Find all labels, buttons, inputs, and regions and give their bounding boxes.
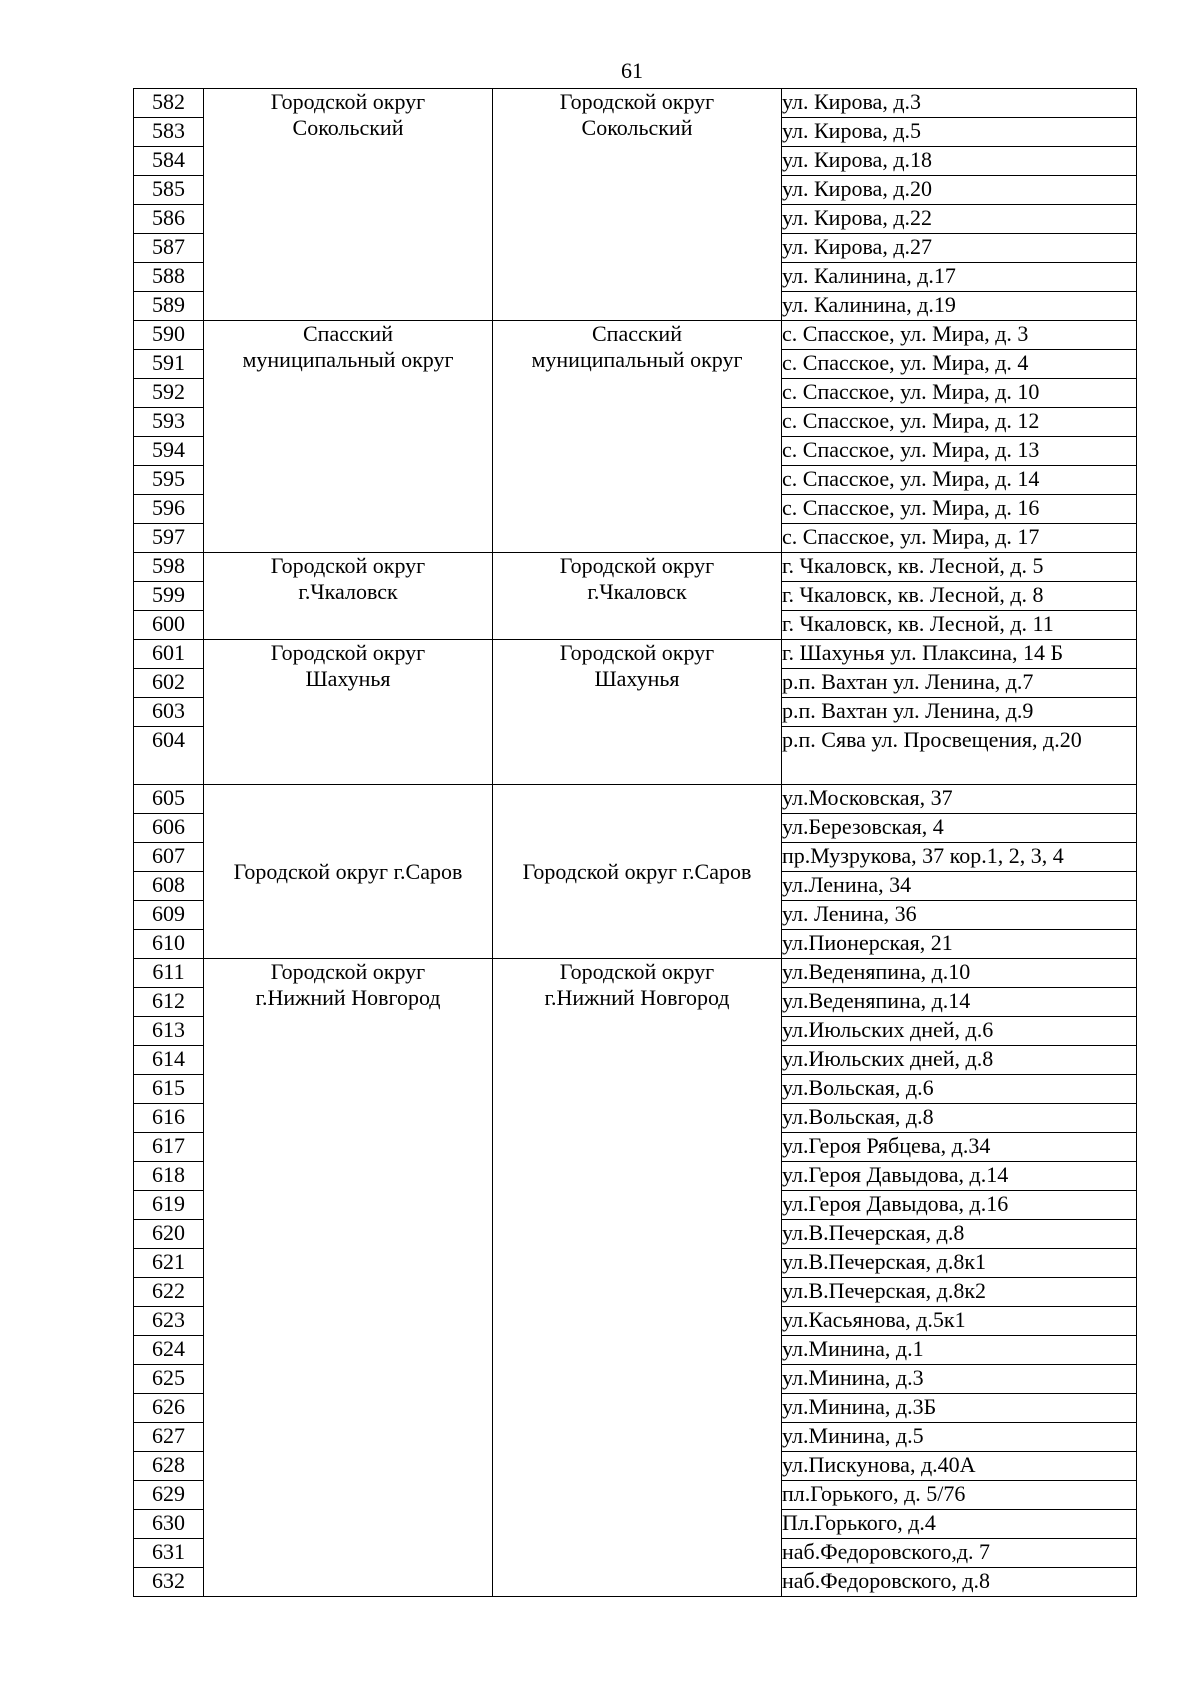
address-cell: г. Чкаловск, кв. Лесной, д. 8 xyxy=(782,582,1137,611)
district-cell xyxy=(204,959,493,1597)
district-cell xyxy=(204,89,493,321)
row-number: 590 xyxy=(134,321,204,350)
row-number: 604 xyxy=(134,727,204,785)
row-number: 591 xyxy=(134,350,204,379)
address-cell: ул.Минина, д.3Б xyxy=(782,1394,1137,1423)
row-number: 597 xyxy=(134,524,204,553)
address-cell: с. Спасское, ул. Мира, д. 14 xyxy=(782,466,1137,495)
row-number: 624 xyxy=(134,1336,204,1365)
row-number: 594 xyxy=(134,437,204,466)
row-number: 613 xyxy=(134,1017,204,1046)
address-cell: ул. Кирова, д.18 xyxy=(782,147,1137,176)
row-number: 600 xyxy=(134,611,204,640)
page-number: 61 xyxy=(621,58,643,83)
district-name-line: г.Чкаловск xyxy=(298,579,398,604)
address-cell: ул.Веденяпина, д.14 xyxy=(782,988,1137,1017)
address-cell: ул. Кирова, д.22 xyxy=(782,205,1137,234)
address-cell: с. Спасское, ул. Мира, д. 10 xyxy=(782,379,1137,408)
row-number: 620 xyxy=(134,1220,204,1249)
address-cell: ул. Ленина, 36 xyxy=(782,901,1137,930)
address-cell: ул. Кирова, д.20 xyxy=(782,176,1137,205)
address-table-body xyxy=(134,89,1137,1597)
row-number: 586 xyxy=(134,205,204,234)
municipality-name-line: Городской округ xyxy=(559,640,715,665)
row-number: 612 xyxy=(134,988,204,1017)
row-number: 595 xyxy=(134,466,204,495)
municipality-cell xyxy=(493,640,782,785)
address-cell: г. Шахунья ул. Плаксина, 14 Б xyxy=(782,640,1137,669)
row-number: 614 xyxy=(134,1046,204,1075)
district-name-line: муниципальный округ xyxy=(242,347,454,372)
municipality-cell xyxy=(493,553,782,640)
municipality-name-line: Сокольский xyxy=(581,115,693,140)
address-cell: ул. Кирова, д.27 xyxy=(782,234,1137,263)
address-cell: г. Чкаловск, кв. Лесной, д. 11 xyxy=(782,611,1137,640)
municipality-name-line: г.Нижний Новгород xyxy=(544,985,730,1010)
row-number: 599 xyxy=(134,582,204,611)
row-number: 608 xyxy=(134,872,204,901)
row-number: 609 xyxy=(134,901,204,930)
row-number: 587 xyxy=(134,234,204,263)
address-cell: р.п. Вахтан ул. Ленина, д.7 xyxy=(782,669,1137,698)
address-cell: ул.Минина, д.5 xyxy=(782,1423,1137,1452)
address-cell: наб.Федоровского, д.8 xyxy=(782,1568,1137,1597)
address-cell: ул.Июльских дней, д.8 xyxy=(782,1046,1137,1075)
address-cell: ул.Веденяпина, д.10 xyxy=(782,959,1137,988)
row-number: 601 xyxy=(134,640,204,669)
municipality-name-line: Городской округ xyxy=(559,89,715,114)
table-row xyxy=(134,89,1137,118)
row-number: 606 xyxy=(134,814,204,843)
address-cell: ул.В.Печерская, д.8 xyxy=(782,1220,1137,1249)
row-number: 619 xyxy=(134,1191,204,1220)
address-cell: ул.Московская, 37 xyxy=(782,785,1137,814)
municipality-cell xyxy=(493,321,782,553)
address-cell: р.п. Сява ул. Просвещения, д.20 xyxy=(782,727,1137,785)
district-name-line: Городской округ xyxy=(270,640,426,665)
address-cell: ул.Минина, д.1 xyxy=(782,1336,1137,1365)
municipality-cell xyxy=(493,959,782,1597)
municipality-cell xyxy=(493,785,782,959)
address-cell: ул. Калинина, д.17 xyxy=(782,263,1137,292)
row-number: 603 xyxy=(134,698,204,727)
address-cell: с. Спасское, ул. Мира, д. 16 xyxy=(782,495,1137,524)
municipality-name-line: Городской округ xyxy=(559,553,715,578)
row-number: 621 xyxy=(134,1249,204,1278)
row-number: 611 xyxy=(134,959,204,988)
address-cell: ул.Березовская, 4 xyxy=(782,814,1137,843)
row-number: 585 xyxy=(134,176,204,205)
address-cell: ул.Пискунова, д.40А xyxy=(782,1452,1137,1481)
district-cell xyxy=(204,553,493,640)
district-name-line: Городской округ xyxy=(270,89,426,114)
row-number: 592 xyxy=(134,379,204,408)
address-cell: ул. Кирова, д.5 xyxy=(782,118,1137,147)
row-number: 632 xyxy=(134,1568,204,1597)
row-number: 629 xyxy=(134,1481,204,1510)
address-cell: с. Спасское, ул. Мира, д. 12 xyxy=(782,408,1137,437)
address-cell: ул.Героя Рябцева, д.34 xyxy=(782,1133,1137,1162)
row-number: 584 xyxy=(134,147,204,176)
municipality-name-line: Городской округ г.Саров xyxy=(522,858,752,884)
address-cell: наб.Федоровского,д. 7 xyxy=(782,1539,1137,1568)
address-cell: ул.В.Печерская, д.8к1 xyxy=(782,1249,1137,1278)
row-number: 617 xyxy=(134,1133,204,1162)
row-number: 605 xyxy=(134,785,204,814)
address-table xyxy=(133,88,1137,1597)
municipality-cell xyxy=(493,89,782,321)
address-cell: ул.Ленина, 34 xyxy=(782,872,1137,901)
address-cell: г. Чкаловск, кв. Лесной, д. 5 xyxy=(782,553,1137,582)
address-cell: ул.Июльских дней, д.6 xyxy=(782,1017,1137,1046)
row-number: 582 xyxy=(134,89,204,118)
row-number: 607 xyxy=(134,843,204,872)
row-number: 616 xyxy=(134,1104,204,1133)
district-name-line: Городской округ xyxy=(270,959,426,984)
district-name-line: Городской округ г.Саров xyxy=(233,858,463,884)
address-cell: ул. Калинина, д.19 xyxy=(782,292,1137,321)
row-number: 630 xyxy=(134,1510,204,1539)
table-row xyxy=(134,959,1137,988)
district-cell xyxy=(204,640,493,785)
municipality-name-line: Шахунья xyxy=(594,666,680,691)
table-row xyxy=(134,640,1137,669)
address-cell: ул.Вольская, д.8 xyxy=(782,1104,1137,1133)
address-cell: ул. Кирова, д.3 xyxy=(782,89,1137,118)
row-number: 593 xyxy=(134,408,204,437)
district-cell xyxy=(204,321,493,553)
district-name-line: Сокольский xyxy=(292,115,404,140)
address-cell: ул.Героя Давыдова, д.14 xyxy=(782,1162,1137,1191)
district-cell xyxy=(204,785,493,959)
address-cell: ул.В.Печерская, д.8к2 xyxy=(782,1278,1137,1307)
district-name-line: Спасский xyxy=(303,321,393,346)
row-number: 602 xyxy=(134,669,204,698)
table-row xyxy=(134,321,1137,350)
address-cell: с. Спасское, ул. Мира, д. 17 xyxy=(782,524,1137,553)
row-number: 588 xyxy=(134,263,204,292)
row-number: 623 xyxy=(134,1307,204,1336)
row-number: 626 xyxy=(134,1394,204,1423)
district-name-line: Шахунья xyxy=(305,666,391,691)
row-number: 583 xyxy=(134,118,204,147)
row-number: 610 xyxy=(134,930,204,959)
address-cell: пр.Музрукова, 37 кор.1, 2, 3, 4 xyxy=(782,843,1137,872)
row-number: 596 xyxy=(134,495,204,524)
municipality-name-line: Спасский xyxy=(592,321,682,346)
address-cell: с. Спасское, ул. Мира, д. 13 xyxy=(782,437,1137,466)
row-number: 615 xyxy=(134,1075,204,1104)
address-cell: с. Спасское, ул. Мира, д. 4 xyxy=(782,350,1137,379)
row-number: 631 xyxy=(134,1539,204,1568)
address-cell: ул.Пионерская, 21 xyxy=(782,930,1137,959)
district-name-line: г.Нижний Новгород xyxy=(255,985,441,1010)
address-cell: ул.Касьянова, д.5к1 xyxy=(782,1307,1137,1336)
municipality-name-line: муниципальный округ xyxy=(531,347,743,372)
row-number: 598 xyxy=(134,553,204,582)
row-number: 627 xyxy=(134,1423,204,1452)
address-cell: Пл.Горького, д.4 xyxy=(782,1510,1137,1539)
row-number: 628 xyxy=(134,1452,204,1481)
district-name-line: Городской округ xyxy=(270,553,426,578)
address-cell: ул.Минина, д.3 xyxy=(782,1365,1137,1394)
municipality-name-line: Городской округ xyxy=(559,959,715,984)
table-row xyxy=(134,785,1137,814)
address-cell: р.п. Вахтан ул. Ленина, д.9 xyxy=(782,698,1137,727)
address-cell: с. Спасское, ул. Мира, д. 3 xyxy=(782,321,1137,350)
address-cell: ул.Вольская, д.6 xyxy=(782,1075,1137,1104)
address-cell: пл.Горького, д. 5/76 xyxy=(782,1481,1137,1510)
table-row xyxy=(134,553,1137,582)
row-number: 625 xyxy=(134,1365,204,1394)
row-number: 589 xyxy=(134,292,204,321)
municipality-name-line: г.Чкаловск xyxy=(587,579,687,604)
row-number: 622 xyxy=(134,1278,204,1307)
row-number: 618 xyxy=(134,1162,204,1191)
address-cell: ул.Героя Давыдова, д.16 xyxy=(782,1191,1137,1220)
